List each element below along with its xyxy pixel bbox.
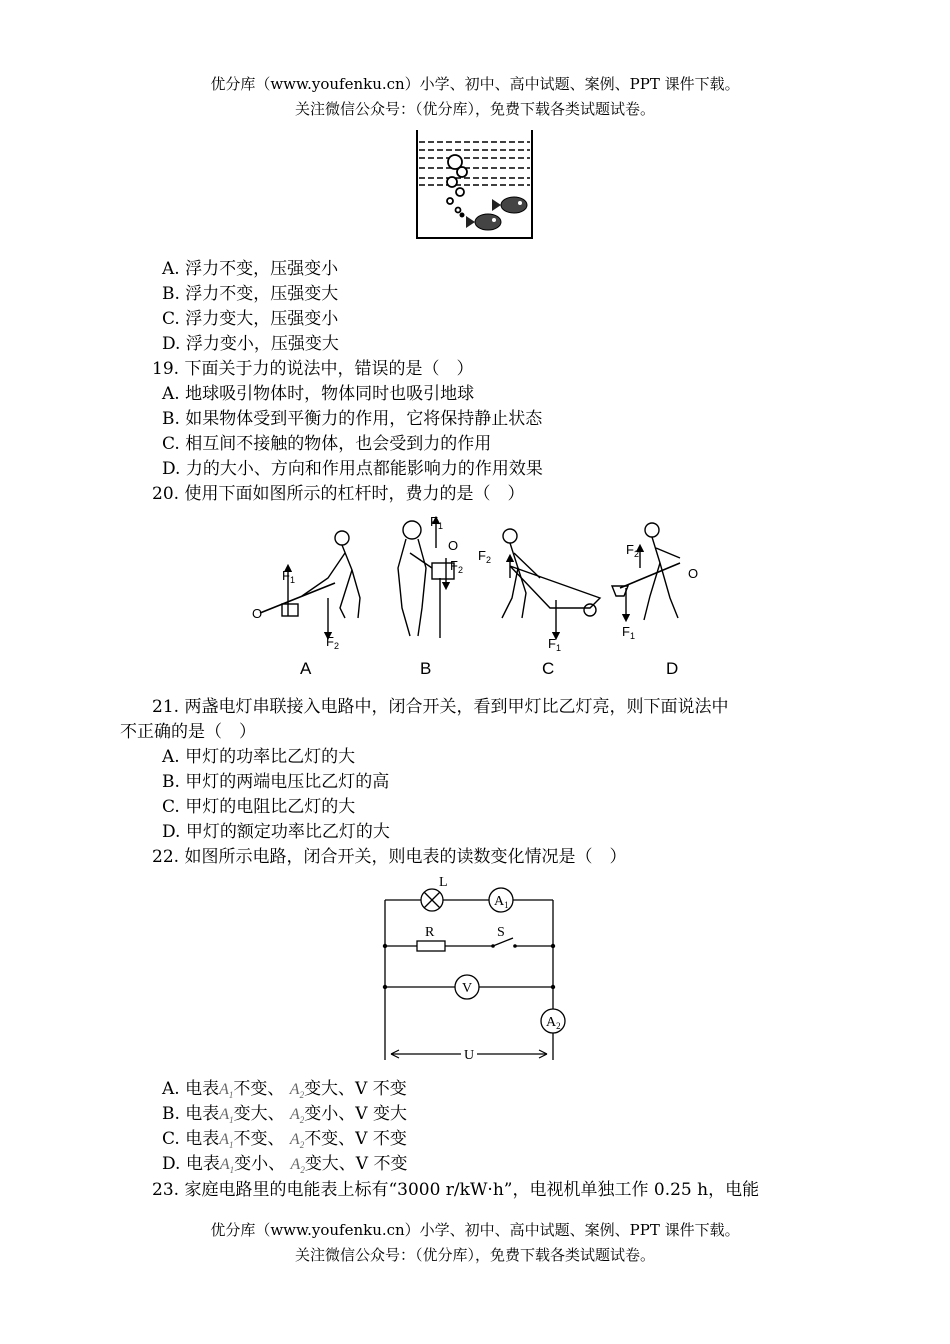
fish-icon bbox=[466, 214, 501, 230]
q22-option-a-prefix: A. 电表 bbox=[162, 1079, 220, 1099]
meter-a1-symbol: $A_1$ bbox=[219, 1156, 235, 1176]
meter-a1-symbol: $A_1$ bbox=[219, 1106, 234, 1126]
force-label-f2-c: $F_2$ bbox=[478, 548, 491, 565]
meter-a2-symbol: $A_2$ bbox=[289, 1131, 305, 1151]
q19-option-c: C. 相互间不接触的物体，也会受到力的作用 bbox=[162, 434, 492, 454]
pivot-label-a: O bbox=[252, 606, 263, 621]
q22-option-b-text-1: 变大、 bbox=[233, 1104, 285, 1124]
q21-option-c: C. 甲灯的电阻比乙灯的大 bbox=[162, 797, 356, 817]
header-line-2: 关注微信公众号：（优分库），免费下载各类试题试卷。 bbox=[294, 100, 655, 118]
pivot-label-b: O bbox=[448, 538, 459, 553]
lever-figure-a bbox=[260, 531, 360, 636]
q22-option-b-prefix: B. 电表 bbox=[162, 1104, 220, 1124]
force-label-f2-d: $F_2$ bbox=[626, 542, 639, 559]
q18-option-a: A. 浮力不变，压强变小 bbox=[162, 259, 339, 279]
lamp-icon bbox=[421, 889, 443, 911]
lever-figure-d bbox=[612, 523, 680, 620]
lamp-label: L bbox=[439, 875, 448, 890]
ammeter-1-label: $A_1$ bbox=[494, 894, 509, 910]
meter-a1-symbol: $A_1$ bbox=[219, 1131, 234, 1151]
q22-option-d-text-1: 变小、 bbox=[234, 1154, 286, 1174]
q22-option-c-prefix: C. 电表 bbox=[162, 1129, 220, 1149]
figure-label-b: B bbox=[420, 659, 432, 678]
force-label-f2-a: $F_2$ bbox=[326, 634, 339, 651]
meter-a2-symbol: $A_2$ bbox=[290, 1156, 305, 1176]
footer-line-1: 优分库（www.youfenku.cn）小学、初中、高中试题、案例、PPT 课件下载。 bbox=[210, 1221, 740, 1239]
q21-option-a: A. 甲灯的功率比乙灯的大 bbox=[162, 747, 356, 767]
q18-option-b: B. 浮力不变，压强变大 bbox=[162, 284, 339, 304]
q22-option-c-text-2: 不变、V 不变 bbox=[304, 1129, 407, 1149]
figure-label-a: A bbox=[300, 659, 312, 678]
meter-a2-symbol: $A_2$ bbox=[289, 1081, 305, 1101]
resistor-label: R bbox=[425, 925, 435, 940]
force-label-f1-b: $F_1$ bbox=[430, 514, 443, 531]
q22-stem: 22. 如图所示电路，闭合开关，则电表的读数变化情况是（ ） bbox=[152, 847, 627, 867]
q21-option-b: B. 甲灯的两端电压比乙灯的高 bbox=[162, 772, 390, 792]
lever-figure-b bbox=[398, 520, 454, 638]
switch-icon bbox=[491, 944, 495, 948]
resistor-icon bbox=[417, 941, 445, 951]
force-label-f1-d: $F_1$ bbox=[622, 624, 635, 641]
q23-stem: 23. 家庭电路里的电能表上标有“3000 r/kW·h”，电视机单独工作 0.25 h，电能 bbox=[152, 1180, 760, 1200]
fish-tank-figure bbox=[410, 125, 540, 243]
q18-option-d: D. 浮力变小，压强变大 bbox=[162, 334, 339, 354]
q22-option-c-text-1: 不变、 bbox=[233, 1129, 285, 1149]
q22-option-d-text-2: 变大、V 不变 bbox=[304, 1154, 408, 1174]
ammeter-2-label: $A_2$ bbox=[546, 1015, 561, 1031]
q19-option-d: D. 力的大小、方向和作用点都能影响力的作用效果 bbox=[162, 459, 543, 479]
header-line-1: 优分库（www.youfenku.cn）小学、初中、高中试题、案例、PPT 课件下载。 bbox=[210, 75, 740, 93]
q19-stem: 19. 下面关于力的说法中，错误的是（ ） bbox=[152, 359, 474, 379]
figure-label-c: C bbox=[542, 659, 555, 678]
force-label-f1-a: $F_1$ bbox=[282, 568, 295, 585]
voltmeter-label: V bbox=[462, 981, 473, 996]
lever-figure-c bbox=[502, 529, 600, 636]
q21-stem-line-1: 21. 两盏电灯串联接入电路中，闭合开关，看到甲灯比乙灯亮，则下面说法中 bbox=[152, 697, 729, 717]
force-label-f2-b: $F_2$ bbox=[450, 558, 463, 575]
force-label-f1-c: $F_1$ bbox=[548, 636, 561, 653]
lever-figures bbox=[240, 508, 720, 686]
figure-label-d: D bbox=[666, 659, 679, 678]
q22-option-a-text-1: 不变、 bbox=[233, 1079, 285, 1099]
q19-option-a: A. 地球吸引物体时，物体同时也吸引地球 bbox=[162, 384, 475, 404]
footer-line-2: 关注微信公众号：（优分库），免费下载各类试题试卷。 bbox=[294, 1246, 655, 1264]
q22-option-a-text-2: 变大、V 不变 bbox=[304, 1079, 407, 1099]
q21-stem-line-2: 不正确的是（ ） bbox=[120, 722, 256, 742]
switch-label: S bbox=[497, 925, 505, 940]
q21-option-d: D. 甲灯的额定功率比乙灯的大 bbox=[162, 822, 390, 842]
q22-option-b-text-2: 变小、V 变大 bbox=[304, 1104, 407, 1124]
voltage-label: U bbox=[464, 1048, 475, 1063]
meter-a2-symbol: $A_2$ bbox=[290, 1106, 305, 1126]
fish-icon bbox=[492, 197, 527, 213]
meter-a1-symbol: $A_1$ bbox=[219, 1081, 234, 1101]
q20-stem: 20. 使用下面如图所示的杠杆时，费力的是（ ） bbox=[152, 484, 525, 504]
circuit-diagram bbox=[375, 870, 575, 1065]
q18-option-c: C. 浮力变大，压强变小 bbox=[162, 309, 339, 329]
q19-option-b: B. 如果物体受到平衡力的作用，它将保持静止状态 bbox=[162, 409, 543, 429]
pivot-label-d: O bbox=[688, 566, 699, 581]
q22-option-d-prefix: D. 电表 bbox=[162, 1154, 220, 1174]
